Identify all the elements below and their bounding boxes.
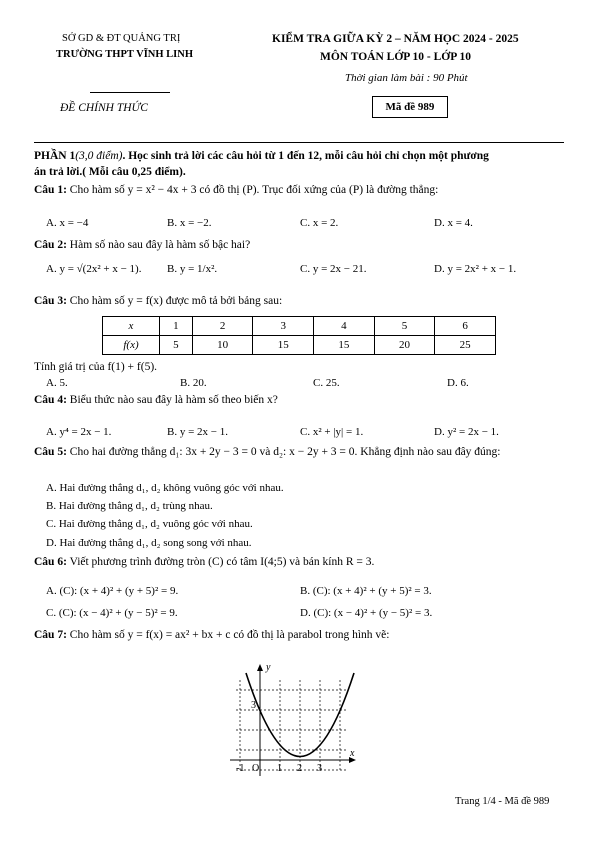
q2-option-a: A. y = √(2x² + x − 1). [46,263,142,275]
table-cell: 1 [160,317,193,336]
question-6: Câu 6: Viết phương trình đường tròn (C) có tâm I(4;5) và bán kính R = 3. [34,556,375,568]
q5-option-a: A. Hai đường thẳng d₁, d₂ không vuông góc với nhau. [46,482,284,494]
table-cell: 5 [160,336,193,355]
x-axis-label: x [350,748,355,759]
value-table [102,316,496,355]
q6-option-c: C. (C): (x − 4)² + (y − 5)² = 9. [46,607,178,619]
exam-code: Mã đề 989 [372,96,448,118]
question-4: Câu 4: Biểu thức nào sau đây là hàm số theo biến x? [34,394,278,406]
department-name: SỞ GD & ĐT QUẢNG TRỊ [62,33,181,44]
q4-option-c: C. x² + |y| = 1. [300,426,364,438]
q4-option-b: B. y = 2x − 1. [167,426,228,438]
origin-label: O [252,763,260,774]
part1-instruction: án trả lời.( Mỗi câu 0,25 điểm). [34,166,186,178]
divider [90,92,170,93]
q2-option-c: C. y = 2x − 21. [300,263,367,275]
question-3: Câu 3: Cho hàm số y = f(x) được mô tả bởi bảng sau: [34,295,283,307]
question-1: Câu 1: Cho hàm số y = x² − 4x + 3 có đồ thị (P). Trục đối xứng của (P) là đường thẳng: [34,184,439,196]
q6-option-b: B. (C): (x + 4)² + (y + 5)² = 3. [300,585,432,597]
part1-heading: PHẦN 1(3,0 điểm). Học sinh trả lời các câu hỏi từ 1 đến 12, mỗi câu hỏi chỉ chọn một phương [34,150,489,162]
q5-option-d: D. Hai đường thẳng d₁, d₂ song song với nhau. [46,537,252,549]
q1-option-a: A. x = −4 [46,217,89,229]
q1-option-d: D. x = 4. [434,217,473,229]
q2-option-b: B. y = 1/x². [167,263,218,275]
tick-label-neg1: -1 [236,763,245,774]
exam-title: KIỂM TRA GIỮA KỲ 2 – NĂM HỌC 2024 - 2025 [272,33,519,45]
table-row [103,317,496,336]
q1-option-c: C. x = 2. [300,217,339,229]
q2-option-d: D. y = 2x² + x − 1. [434,263,517,275]
table-cell: 20 [374,336,435,355]
tick-label-3-y: 3 [251,700,256,711]
table-cell: 15 [253,336,314,355]
table-cell: f(x) [103,336,160,355]
question-5: Câu 5: Cho hai đường thẳng d₁: 3x + 2y − 3 = 0 và d₂: x − 2y + 3 = 0. Khẳng định nào sau đây đúng: [34,446,501,458]
q3-option-c: C. 25. [313,377,340,389]
q5-option-c: C. Hai đường thẳng d₁, d₂ vuông góc với nhau. [46,518,253,530]
table-cell: x [103,317,160,336]
question-2: Câu 2: Hàm số nào sau đây là hàm số bậc hai? [34,239,251,251]
q1-option-b: B. x = −2. [167,217,212,229]
q3-option-d: D. 6. [447,377,469,389]
table-cell: 15 [314,336,375,355]
subject-title: MÔN TOÁN LỚP 10 - LỚP 10 [320,51,472,63]
tick-label-2: 2 [297,763,302,774]
parabola-graph [226,660,366,780]
q4-option-a: A. y⁴ = 2x − 1. [46,426,112,438]
y-axis-arrow-icon [257,664,263,671]
table-cell: 3 [253,317,314,336]
question-7: Câu 7: Cho hàm số y = f(x) = ax² + bx + c có đồ thị là parabol trong hình vẽ: [34,629,390,641]
table-cell: 6 [435,317,496,336]
table-cell: 5 [374,317,435,336]
y-axis-label: y [266,662,271,673]
tick-label-1: 1 [277,763,282,774]
q3-option-b: B. 20. [180,377,207,389]
table-cell: 25 [435,336,496,355]
table-cell: 4 [314,317,375,336]
table-cell: 2 [192,317,253,336]
tick-label-3-x: 3 [317,763,322,774]
q6-option-a: A. (C): (x + 4)² + (y + 5)² = 9. [46,585,179,597]
q5-option-b: B. Hai đường thẳng d₁, d₂ trùng nhau. [46,500,213,512]
q4-option-d: D. y² = 2x − 1. [434,426,499,438]
q6-option-d: D. (C): (x − 4)² + (y − 5)² = 3. [300,607,433,619]
school-name: TRƯỜNG THPT VĨNH LINH [56,49,194,60]
page-footer: Trang 1/4 - Mã đề 989 [455,796,550,807]
official-label: ĐỀ CHÍNH THỨC [60,102,148,114]
q3-subquestion: Tính giá trị của f(1) + f(5). [34,361,158,373]
table-cell: 10 [192,336,253,355]
q3-option-a: A. 5. [46,377,68,389]
exam-time: Thời gian làm bài : 90 Phút [345,72,468,84]
header-rule [34,142,564,143]
table-row [103,336,496,355]
